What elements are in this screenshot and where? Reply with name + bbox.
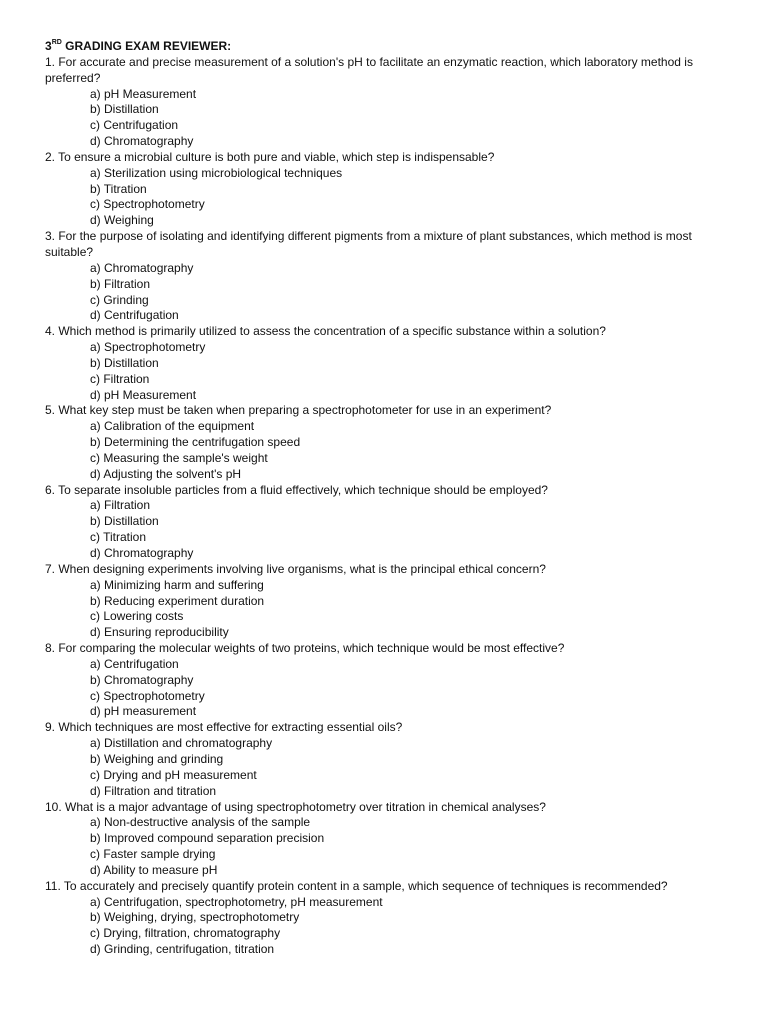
answer-option: c) Filtration: [90, 371, 150, 386]
answer-option: b) Filtration: [90, 276, 151, 291]
answer-option: a) Centrifugation: [90, 656, 179, 671]
answer-options: [45, 736, 728, 799]
answer-option: b) Distillation: [90, 355, 159, 370]
answer-options: [45, 87, 728, 150]
answer-option: d) Filtration and titration: [90, 783, 217, 798]
answer-option: a) Filtration: [90, 498, 151, 513]
answer-option: a) Calibration of the equipment: [90, 419, 255, 434]
answer-option: a) Spectrophotometry: [90, 340, 206, 355]
answer-options: [45, 261, 728, 324]
question-block: [45, 800, 728, 879]
title-prefix: 3: [45, 39, 52, 53]
answer-option: c) Titration: [90, 530, 147, 545]
question-text: 11. To accurately and precisely quantify protein content in a sample, which sequence of techniques is recommended?: [45, 878, 668, 893]
answer-option: d) Chromatography: [90, 134, 194, 149]
answer-option: c) Spectrophotometry: [90, 688, 205, 703]
title-superscript: RD: [51, 39, 62, 46]
answer-option: a) Distillation and chromatography: [90, 736, 273, 751]
answer-option: c) Drying and pH measurement: [90, 767, 257, 782]
answer-option: c) Centrifugation: [90, 118, 179, 133]
question-block: [45, 324, 728, 403]
answer-option: d) Centrifugation: [90, 308, 179, 323]
answer-option: b) Weighing and grinding: [90, 751, 224, 766]
answer-options: [45, 340, 728, 403]
answer-options: [45, 657, 728, 720]
answer-option: b) Distillation: [90, 514, 159, 529]
answer-option: b) Distillation: [90, 102, 159, 117]
answer-option: a) Sterilization using microbiological techniques: [90, 165, 343, 180]
question-text: 6. To separate insoluble particles from a fluid effectively, which technique should be employed?: [45, 482, 548, 497]
answer-option: a) pH Measurement: [90, 86, 197, 101]
question-block: [45, 55, 728, 150]
question-block: [45, 150, 728, 229]
answer-option: c) Grinding: [90, 292, 149, 307]
answer-option: a) Minimizing harm and suffering: [90, 577, 264, 592]
question-block: [45, 641, 728, 720]
answer-option: b) Reducing experiment duration: [90, 593, 265, 608]
answer-option: c) Spectrophotometry: [90, 197, 205, 212]
answer-options: [45, 419, 728, 482]
answer-option: b) Chromatography: [90, 672, 194, 687]
question-block: [45, 720, 728, 799]
question-list: [45, 55, 728, 958]
answer-option: d) Chromatography: [90, 546, 194, 560]
title-text: GRADING EXAM REVIEWER:: [61, 39, 232, 53]
answer-option: d) Adjusting the solvent's pH: [90, 466, 242, 481]
answer-option: c) Drying, filtration, chromatography: [90, 926, 281, 941]
page-title: [45, 39, 728, 55]
question-text: 3. For the purpose of isolating and identifying different pigments from a mixture of plant substances, which method is most suitable?: [45, 229, 692, 259]
answer-option: a) Non-destructive analysis of the sample: [90, 815, 311, 830]
question-text: 8. For comparing the molecular weights of two proteins, which technique would be most effective?: [45, 641, 565, 656]
answer-options: [45, 578, 728, 641]
answer-option: d) pH Measurement: [90, 387, 197, 402]
question-block: [45, 879, 728, 958]
answer-options: [45, 166, 728, 229]
answer-options: [45, 815, 728, 878]
answer-option: a) Centrifugation, spectrophotometry, pH measurement: [90, 894, 383, 909]
answer-option: b) Titration: [90, 181, 147, 196]
question-text: 10. What is a major advantage of using spectrophotometry over titration in chemical analyses?: [45, 799, 546, 814]
question-text: 5. What key step must be taken when preparing a spectrophotometer for use in an experiment?: [45, 403, 552, 418]
answer-option: b) Weighing, drying, spectrophotometry: [90, 910, 300, 925]
question-block: [45, 229, 728, 324]
answer-option: b) Improved compound separation precision: [90, 831, 325, 846]
answer-option: c) Lowering costs: [90, 609, 184, 624]
answer-option: b) Determining the centrifugation speed: [90, 435, 301, 450]
question-text: 2. To ensure a microbial culture is both pure and viable, which step is indispensable?: [45, 149, 495, 164]
answer-option: d) pH measurement: [90, 704, 197, 719]
answer-option: c) Faster sample drying: [90, 847, 216, 862]
question-text: 1. For accurate and precise measurement of a solution's pH to facilitate an enzymatic reaction, which laboratory method is preferred?: [45, 54, 693, 85]
question-text: 4. Which method is primarily utilized to assess the concentration of a specific substance within a solution?: [45, 324, 606, 339]
question-text: 7. When designing experiments involving live organisms, what is the principal ethical concern?: [45, 561, 546, 576]
answer-option: c) Measuring the sample's weight: [90, 450, 268, 465]
answer-options: [45, 895, 728, 958]
question-block: [45, 403, 728, 482]
question-text: 9. Which techniques are most effective for extracting essential oils?: [45, 720, 403, 735]
answer-option: d) Ensuring reproducibility: [90, 625, 229, 640]
answer-option: d) Weighing: [90, 213, 154, 228]
question-block: [45, 562, 728, 641]
question-block: [45, 483, 728, 562]
answer-options: [45, 498, 728, 561]
answer-option: d) Ability to measure pH: [90, 862, 218, 877]
answer-option: d) Grinding, centrifugation, titration: [90, 942, 275, 957]
answer-option: a) Chromatography: [90, 260, 194, 275]
